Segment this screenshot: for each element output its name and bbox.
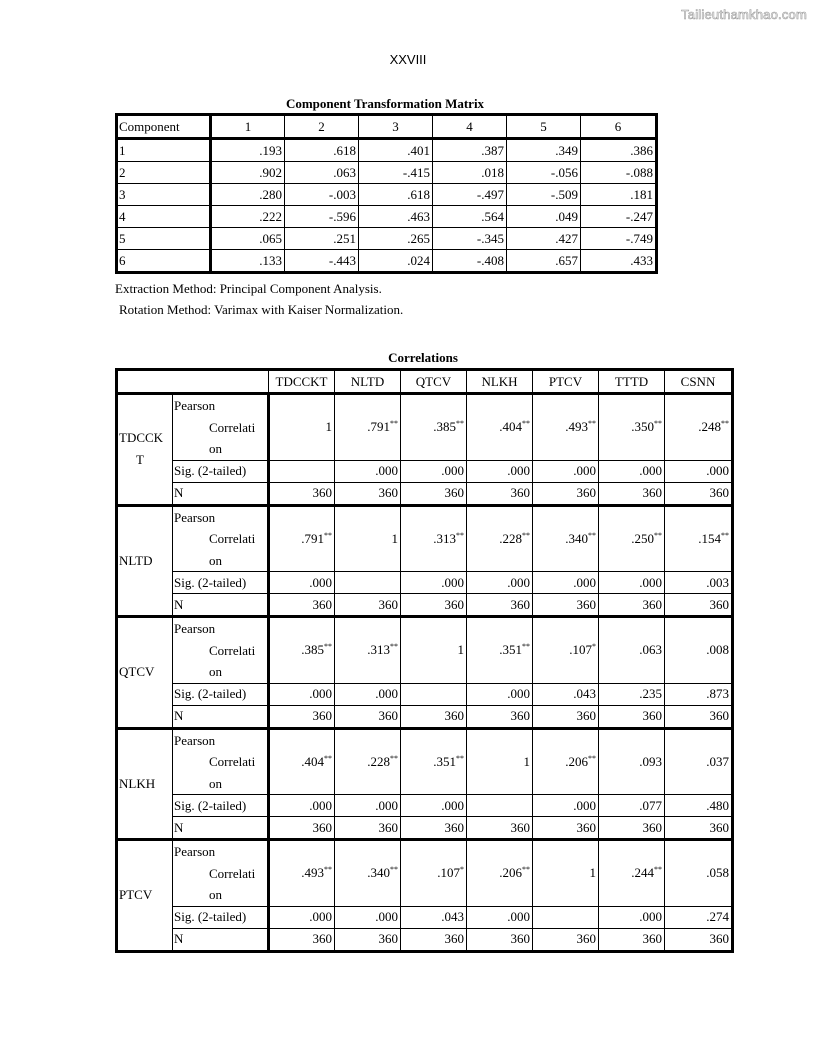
- ctm-cell: .427: [507, 228, 581, 250]
- ctm-cell: -.443: [285, 250, 359, 273]
- n-cell: 360: [335, 705, 401, 728]
- correlations-header-cell: PTCV: [533, 370, 599, 394]
- ctm-row: [117, 162, 657, 184]
- sig-cell: .003: [665, 572, 733, 594]
- stat-label-n: N: [173, 705, 269, 728]
- ctm-cell: .349: [507, 139, 581, 162]
- pearson-cell: .008: [665, 617, 733, 684]
- ctm-row: [117, 184, 657, 206]
- ctm-row: [117, 139, 657, 162]
- ctm-cell: .222: [211, 206, 285, 228]
- table-row: [117, 817, 733, 840]
- n-cell: 360: [467, 594, 533, 617]
- variable-name: PTCV: [117, 840, 173, 952]
- stat-label-sig: Sig. (2-tailed): [173, 795, 269, 817]
- ctm-header-row: [117, 115, 657, 139]
- sig-cell: .274: [665, 906, 733, 928]
- ctm-cell: .618: [359, 184, 433, 206]
- pearson-cell: .206**: [467, 840, 533, 907]
- ctm-cell: -.088: [581, 162, 657, 184]
- sig-cell: .000: [665, 460, 733, 482]
- n-cell: 360: [599, 705, 665, 728]
- ctm-row-label: 6: [117, 250, 211, 273]
- n-cell: 360: [599, 817, 665, 840]
- n-cell: 360: [533, 928, 599, 951]
- pearson-cell: 1: [401, 617, 467, 684]
- pearson-cell: 1: [269, 394, 335, 461]
- ctm-cell: -.596: [285, 206, 359, 228]
- pearson-cell: .206**: [533, 728, 599, 795]
- sig-cell: .077: [599, 795, 665, 817]
- n-cell: 360: [599, 928, 665, 951]
- n-cell: 360: [401, 928, 467, 951]
- ctm-cell: .065: [211, 228, 285, 250]
- pearson-cell: .351**: [401, 728, 467, 795]
- ctm-cell: -.497: [433, 184, 507, 206]
- n-cell: 360: [599, 594, 665, 617]
- sig-cell: .043: [533, 683, 599, 705]
- ctm-cell: .024: [359, 250, 433, 273]
- sig-cell: .000: [467, 683, 533, 705]
- pearson-cell: .093: [599, 728, 665, 795]
- sig-cell: .000: [599, 906, 665, 928]
- pearson-cell: 1: [533, 840, 599, 907]
- ctm-cell: .386: [581, 139, 657, 162]
- pearson-cell: .037: [665, 728, 733, 795]
- extraction-method-note: Extraction Method: Principal Component Analysis.: [115, 281, 382, 296]
- ctm-cell: .133: [211, 250, 285, 273]
- n-cell: 360: [401, 594, 467, 617]
- sig-cell: .873: [665, 683, 733, 705]
- sig-cell: .000: [335, 906, 401, 928]
- pearson-cell: .340**: [335, 840, 401, 907]
- ctm-title: Component Transformation Matrix: [285, 96, 485, 111]
- sig-cell: .000: [335, 795, 401, 817]
- n-cell: 360: [599, 482, 665, 505]
- table-row: [117, 505, 733, 572]
- rotation-method-note: Rotation Method: Varimax with Kaiser Normalization.: [119, 302, 404, 317]
- sig-cell: .480: [665, 795, 733, 817]
- sig-cell: .000: [401, 572, 467, 594]
- sig-cell: .000: [269, 906, 335, 928]
- stat-label-sig: Sig. (2-tailed): [173, 572, 269, 594]
- page-number: XXVIII: [389, 52, 427, 67]
- sig-cell: .000: [467, 906, 533, 928]
- n-cell: 360: [269, 594, 335, 617]
- table-row: [117, 683, 733, 705]
- n-cell: 360: [665, 482, 733, 505]
- pearson-cell: .058: [665, 840, 733, 907]
- sig-cell: .000: [269, 795, 335, 817]
- pearson-cell: .493**: [269, 840, 335, 907]
- pearson-cell: .350**: [599, 394, 665, 461]
- variable-name: NLKH: [117, 728, 173, 840]
- ctm-header-cell: 2: [285, 115, 359, 139]
- pearson-cell: .791**: [269, 505, 335, 572]
- pearson-cell: .248**: [665, 394, 733, 461]
- pearson-cell: .244**: [599, 840, 665, 907]
- correlations-header-cell: QTCV: [401, 370, 467, 394]
- pearson-cell: .404**: [467, 394, 533, 461]
- pearson-cell: .791**: [335, 394, 401, 461]
- n-cell: 360: [533, 594, 599, 617]
- stat-label-pearson: Pearson Correlati on: [173, 505, 269, 572]
- n-cell: 360: [335, 928, 401, 951]
- ctm-cell: -.415: [359, 162, 433, 184]
- ctm-row: [117, 228, 657, 250]
- pearson-cell: .351**: [467, 617, 533, 684]
- ctm-cell: .251: [285, 228, 359, 250]
- ctm-cell: .387: [433, 139, 507, 162]
- ctm-cell: -.509: [507, 184, 581, 206]
- table-row: [117, 840, 733, 907]
- ctm-header-cell: 1: [211, 115, 285, 139]
- ctm-cell: -.408: [433, 250, 507, 273]
- n-cell: 360: [665, 928, 733, 951]
- stat-label-sig: Sig. (2-tailed): [173, 460, 269, 482]
- sig-cell: .000: [599, 460, 665, 482]
- ctm-row: [117, 206, 657, 228]
- correlations-header-cell: TTTD: [599, 370, 665, 394]
- stat-label-pearson: Pearson Correlati on: [173, 394, 269, 461]
- ctm-row-label: 3: [117, 184, 211, 206]
- pearson-cell: .107*: [401, 840, 467, 907]
- stat-label-pearson: Pearson Correlati on: [173, 840, 269, 907]
- n-cell: 360: [467, 928, 533, 951]
- table-row: [117, 482, 733, 505]
- ctm-cell: .657: [507, 250, 581, 273]
- table-row: [117, 795, 733, 817]
- sig-cell: .000: [533, 572, 599, 594]
- ctm-cell: .018: [433, 162, 507, 184]
- n-cell: 360: [665, 705, 733, 728]
- pearson-cell: .385**: [401, 394, 467, 461]
- n-cell: 360: [467, 817, 533, 840]
- ctm-cell: .433: [581, 250, 657, 273]
- table-row: [117, 572, 733, 594]
- n-cell: 360: [533, 705, 599, 728]
- ctm-cell: .063: [285, 162, 359, 184]
- n-cell: 360: [401, 817, 467, 840]
- correlations-header-cell: NLTD: [335, 370, 401, 394]
- stat-label-n: N: [173, 817, 269, 840]
- correlations-header-cell: TDCCKT: [269, 370, 335, 394]
- ctm-cell: -.003: [285, 184, 359, 206]
- ctm-cell: .280: [211, 184, 285, 206]
- pearson-cell: .107*: [533, 617, 599, 684]
- table-row: [117, 928, 733, 951]
- sig-cell: .000: [269, 683, 335, 705]
- variable-name: TDCCK T: [117, 394, 173, 506]
- table-row: [117, 594, 733, 617]
- n-cell: 360: [467, 482, 533, 505]
- ctm-row-label: 2: [117, 162, 211, 184]
- sig-cell: .000: [599, 572, 665, 594]
- stat-label-sig: Sig. (2-tailed): [173, 683, 269, 705]
- pearson-cell: .250**: [599, 505, 665, 572]
- stat-label-n: N: [173, 928, 269, 951]
- correlations-corner-cell: [117, 370, 269, 394]
- correlations-table: [115, 368, 734, 953]
- sig-cell: .000: [533, 460, 599, 482]
- pearson-cell: .313**: [335, 617, 401, 684]
- pearson-cell: 1: [335, 505, 401, 572]
- ctm-row-label: 4: [117, 206, 211, 228]
- ctm-row: [117, 250, 657, 273]
- stat-label-sig: Sig. (2-tailed): [173, 906, 269, 928]
- table-row: [117, 728, 733, 795]
- pearson-cell: .228**: [467, 505, 533, 572]
- sig-cell: [467, 795, 533, 817]
- table-row: [117, 394, 733, 461]
- sig-cell: .043: [401, 906, 467, 928]
- sig-cell: [335, 572, 401, 594]
- n-cell: 360: [269, 928, 335, 951]
- ctm-cell: -.345: [433, 228, 507, 250]
- n-cell: 360: [467, 705, 533, 728]
- pearson-cell: .404**: [269, 728, 335, 795]
- ctm-row-label: 5: [117, 228, 211, 250]
- ctm-header-cell: 6: [581, 115, 657, 139]
- n-cell: 360: [665, 594, 733, 617]
- watermark: Tailieuthamkhao.com: [681, 7, 807, 22]
- ctm-header-cell: 3: [359, 115, 433, 139]
- n-cell: 360: [533, 482, 599, 505]
- ctm-cell: -.749: [581, 228, 657, 250]
- ctm-cell: .265: [359, 228, 433, 250]
- correlations-header-row: [117, 370, 733, 394]
- sig-cell: [269, 460, 335, 482]
- pearson-cell: .154**: [665, 505, 733, 572]
- ctm-cell: .463: [359, 206, 433, 228]
- ctm-row-label: 1: [117, 139, 211, 162]
- pearson-cell: .340**: [533, 505, 599, 572]
- table-row: [117, 705, 733, 728]
- ctm-header-cell: 5: [507, 115, 581, 139]
- sig-cell: [533, 906, 599, 928]
- sig-cell: .000: [467, 460, 533, 482]
- stat-label-n: N: [173, 482, 269, 505]
- sig-cell: .000: [335, 460, 401, 482]
- n-cell: 360: [269, 705, 335, 728]
- ctm-header-cell: 4: [433, 115, 507, 139]
- correlations-header-cell: NLKH: [467, 370, 533, 394]
- sig-cell: .000: [467, 572, 533, 594]
- stat-label-n: N: [173, 594, 269, 617]
- pearson-cell: .228**: [335, 728, 401, 795]
- stat-label-pearson: Pearson Correlati on: [173, 617, 269, 684]
- sig-cell: .000: [533, 795, 599, 817]
- ctm-header-cell: Component: [117, 115, 211, 139]
- ctm-cell: .181: [581, 184, 657, 206]
- pearson-cell: .385**: [269, 617, 335, 684]
- n-cell: 360: [335, 817, 401, 840]
- ctm-cell: .902: [211, 162, 285, 184]
- ctm-cell: -.056: [507, 162, 581, 184]
- n-cell: 360: [335, 594, 401, 617]
- table-row: [117, 906, 733, 928]
- sig-cell: [401, 683, 467, 705]
- stat-label-pearson: Pearson Correlati on: [173, 728, 269, 795]
- variable-name: QTCV: [117, 617, 173, 729]
- sig-cell: .000: [335, 683, 401, 705]
- sig-cell: .235: [599, 683, 665, 705]
- sig-cell: .000: [401, 795, 467, 817]
- ctm-cell: -.247: [581, 206, 657, 228]
- variable-name: NLTD: [117, 505, 173, 617]
- correlations-header-cell: CSNN: [665, 370, 733, 394]
- n-cell: 360: [401, 482, 467, 505]
- n-cell: 360: [401, 705, 467, 728]
- pearson-cell: .313**: [401, 505, 467, 572]
- n-cell: 360: [335, 482, 401, 505]
- ctm-cell: .564: [433, 206, 507, 228]
- pearson-cell: 1: [467, 728, 533, 795]
- pearson-cell: .063: [599, 617, 665, 684]
- n-cell: 360: [269, 817, 335, 840]
- n-cell: 360: [269, 482, 335, 505]
- ctm-cell: .401: [359, 139, 433, 162]
- ctm-cell: .193: [211, 139, 285, 162]
- table-row: [117, 460, 733, 482]
- n-cell: 360: [533, 817, 599, 840]
- sig-cell: .000: [269, 572, 335, 594]
- ctm-cell: .049: [507, 206, 581, 228]
- ctm-cell: .618: [285, 139, 359, 162]
- sig-cell: .000: [401, 460, 467, 482]
- n-cell: 360: [665, 817, 733, 840]
- table-row: [117, 617, 733, 684]
- correlations-title: Correlations: [388, 350, 458, 365]
- pearson-cell: .493**: [533, 394, 599, 461]
- component-transformation-matrix: [115, 113, 658, 274]
